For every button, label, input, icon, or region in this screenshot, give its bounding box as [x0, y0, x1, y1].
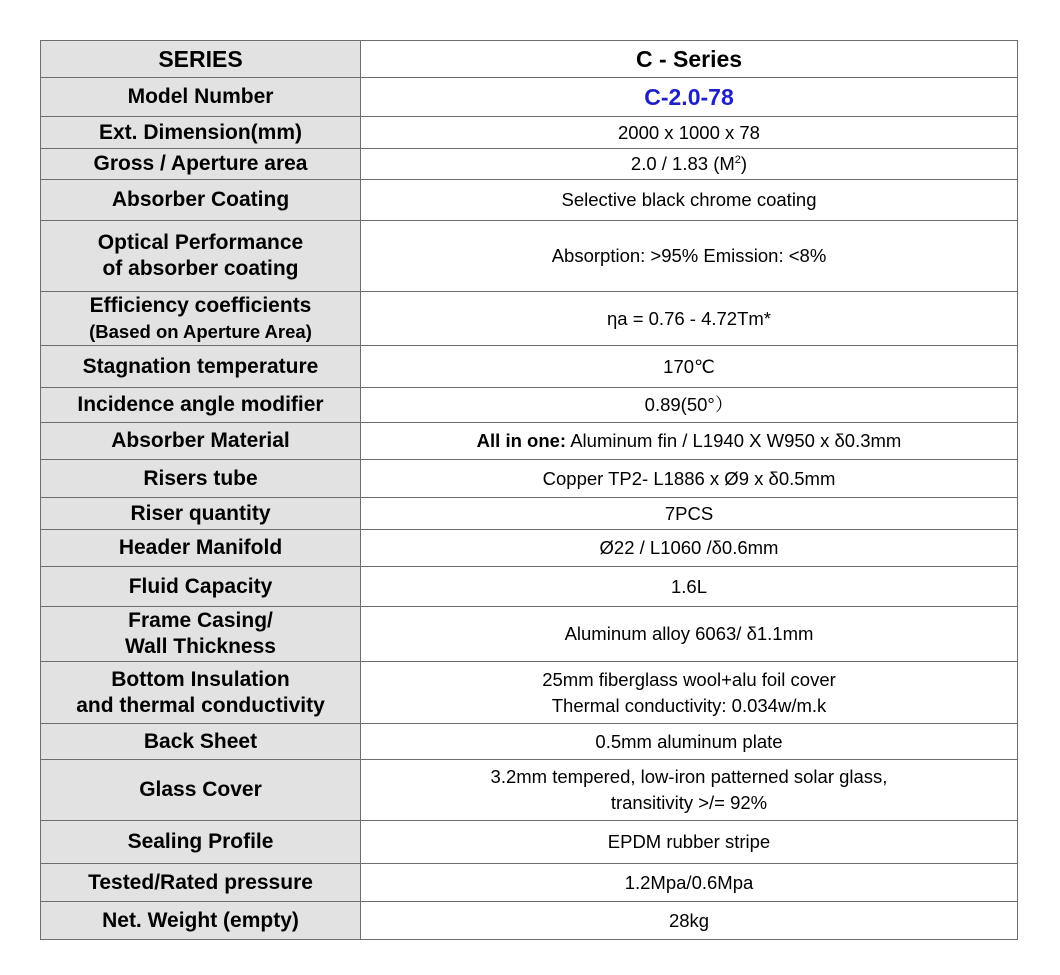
series-label: SERIES — [41, 41, 361, 78]
row-value-line2: Thermal conductivity: 0.034w/m.k — [551, 694, 827, 716]
row-value: Absorption: >95% Emission: <8% — [361, 221, 1018, 292]
row-value: Copper TP2- L1886 x Ø9 x δ0.5mm — [361, 460, 1018, 498]
table-row — [41, 607, 1018, 662]
row-value: 0.89(50°） — [361, 388, 1018, 423]
table-row — [41, 292, 1018, 346]
table-row — [41, 902, 1018, 940]
table-row — [41, 78, 1018, 117]
series-value: C - Series — [361, 41, 1018, 78]
area-unit-superscript: 2 — [734, 153, 741, 166]
table-row — [41, 530, 1018, 567]
row-label: Tested/Rated pressure — [41, 864, 361, 902]
row-label-line1: Bottom Insulation — [111, 667, 290, 691]
row-label — [41, 662, 361, 724]
row-value: 0.5mm aluminum plate — [361, 724, 1018, 760]
table-row — [41, 149, 1018, 180]
table-row — [41, 117, 1018, 149]
spec-table — [40, 40, 1018, 940]
row-label: Absorber Material — [41, 423, 361, 460]
table-header-row — [41, 41, 1018, 78]
model-number-label: Model Number — [41, 78, 361, 117]
row-label-line1: Frame Casing/ — [128, 609, 273, 632]
table-row — [41, 821, 1018, 864]
row-label-line1: Efficiency coefficients — [89, 293, 312, 317]
table-row — [41, 346, 1018, 388]
row-label: Header Manifold — [41, 530, 361, 567]
row-label-line2: Wall Thickness — [125, 635, 276, 658]
table-row — [41, 662, 1018, 724]
row-label: Gross / Aperture area — [41, 149, 361, 180]
row-label — [41, 607, 361, 662]
row-label — [41, 292, 361, 346]
row-value-line1: 3.2mm tempered, low-iron patterned solar glass, — [490, 766, 888, 787]
row-value: Selective black chrome coating — [361, 180, 1018, 221]
row-value-line1: 25mm fiberglass wool+alu foil cover — [542, 668, 836, 690]
table-row — [41, 221, 1018, 292]
row-value: 1.6L — [361, 567, 1018, 607]
row-value: 170℃ — [361, 346, 1018, 388]
area-value-suffix: ) — [740, 153, 748, 174]
row-label: Stagnation temperature — [41, 346, 361, 388]
table-row — [41, 423, 1018, 460]
table-row — [41, 180, 1018, 221]
area-value-text: 2.0 / 1.83 (M — [630, 153, 735, 174]
row-label: Fluid Capacity — [41, 567, 361, 607]
row-value: 7PCS — [361, 498, 1018, 530]
row-value: ηa = 0.76 - 4.72Tm* — [361, 292, 1018, 346]
table-row — [41, 388, 1018, 423]
row-label: Back Sheet — [41, 724, 361, 760]
row-value-bold-prefix: All in one: — [476, 430, 567, 451]
row-label — [41, 221, 361, 292]
row-label-line1: Optical Performance — [97, 231, 304, 254]
row-value — [361, 662, 1018, 724]
row-value: Ø22 / L1060 /δ0.6mm — [361, 530, 1018, 567]
row-label-line2: of absorber coating — [102, 257, 299, 280]
table-row — [41, 864, 1018, 902]
row-value — [361, 149, 1018, 180]
model-number-value: C-2.0-78 — [361, 78, 1018, 117]
row-label: Glass Cover — [41, 760, 361, 821]
row-value-text: Aluminum fin / L1940 X W950 x δ0.3mm — [566, 430, 902, 451]
row-value: 2000 x 1000 x 78 — [361, 117, 1018, 149]
table-row — [41, 760, 1018, 821]
row-label: Absorber Coating — [41, 180, 361, 221]
row-label: Ext. Dimension(mm) — [41, 117, 361, 149]
row-value: 1.2Mpa/0.6Mpa — [361, 864, 1018, 902]
row-value — [361, 423, 1018, 460]
table-row — [41, 498, 1018, 530]
row-label-line2: (Based on Aperture Area) — [89, 320, 312, 342]
row-label: Net. Weight (empty) — [41, 902, 361, 940]
row-value-line2: transitivity >/= 92% — [610, 792, 768, 813]
row-label: Incidence angle modifier — [41, 388, 361, 423]
row-label: Riser quantity — [41, 498, 361, 530]
table-row — [41, 724, 1018, 760]
table-row — [41, 460, 1018, 498]
row-label-line2: and thermal conductivity — [76, 693, 325, 717]
row-value: EPDM rubber stripe — [361, 821, 1018, 864]
row-value: 28kg — [361, 902, 1018, 940]
table-row — [41, 567, 1018, 607]
row-label: Sealing Profile — [41, 821, 361, 864]
row-label: Risers tube — [41, 460, 361, 498]
row-value: Aluminum alloy 6063/ δ1.1mm — [361, 607, 1018, 662]
row-value — [361, 760, 1018, 821]
